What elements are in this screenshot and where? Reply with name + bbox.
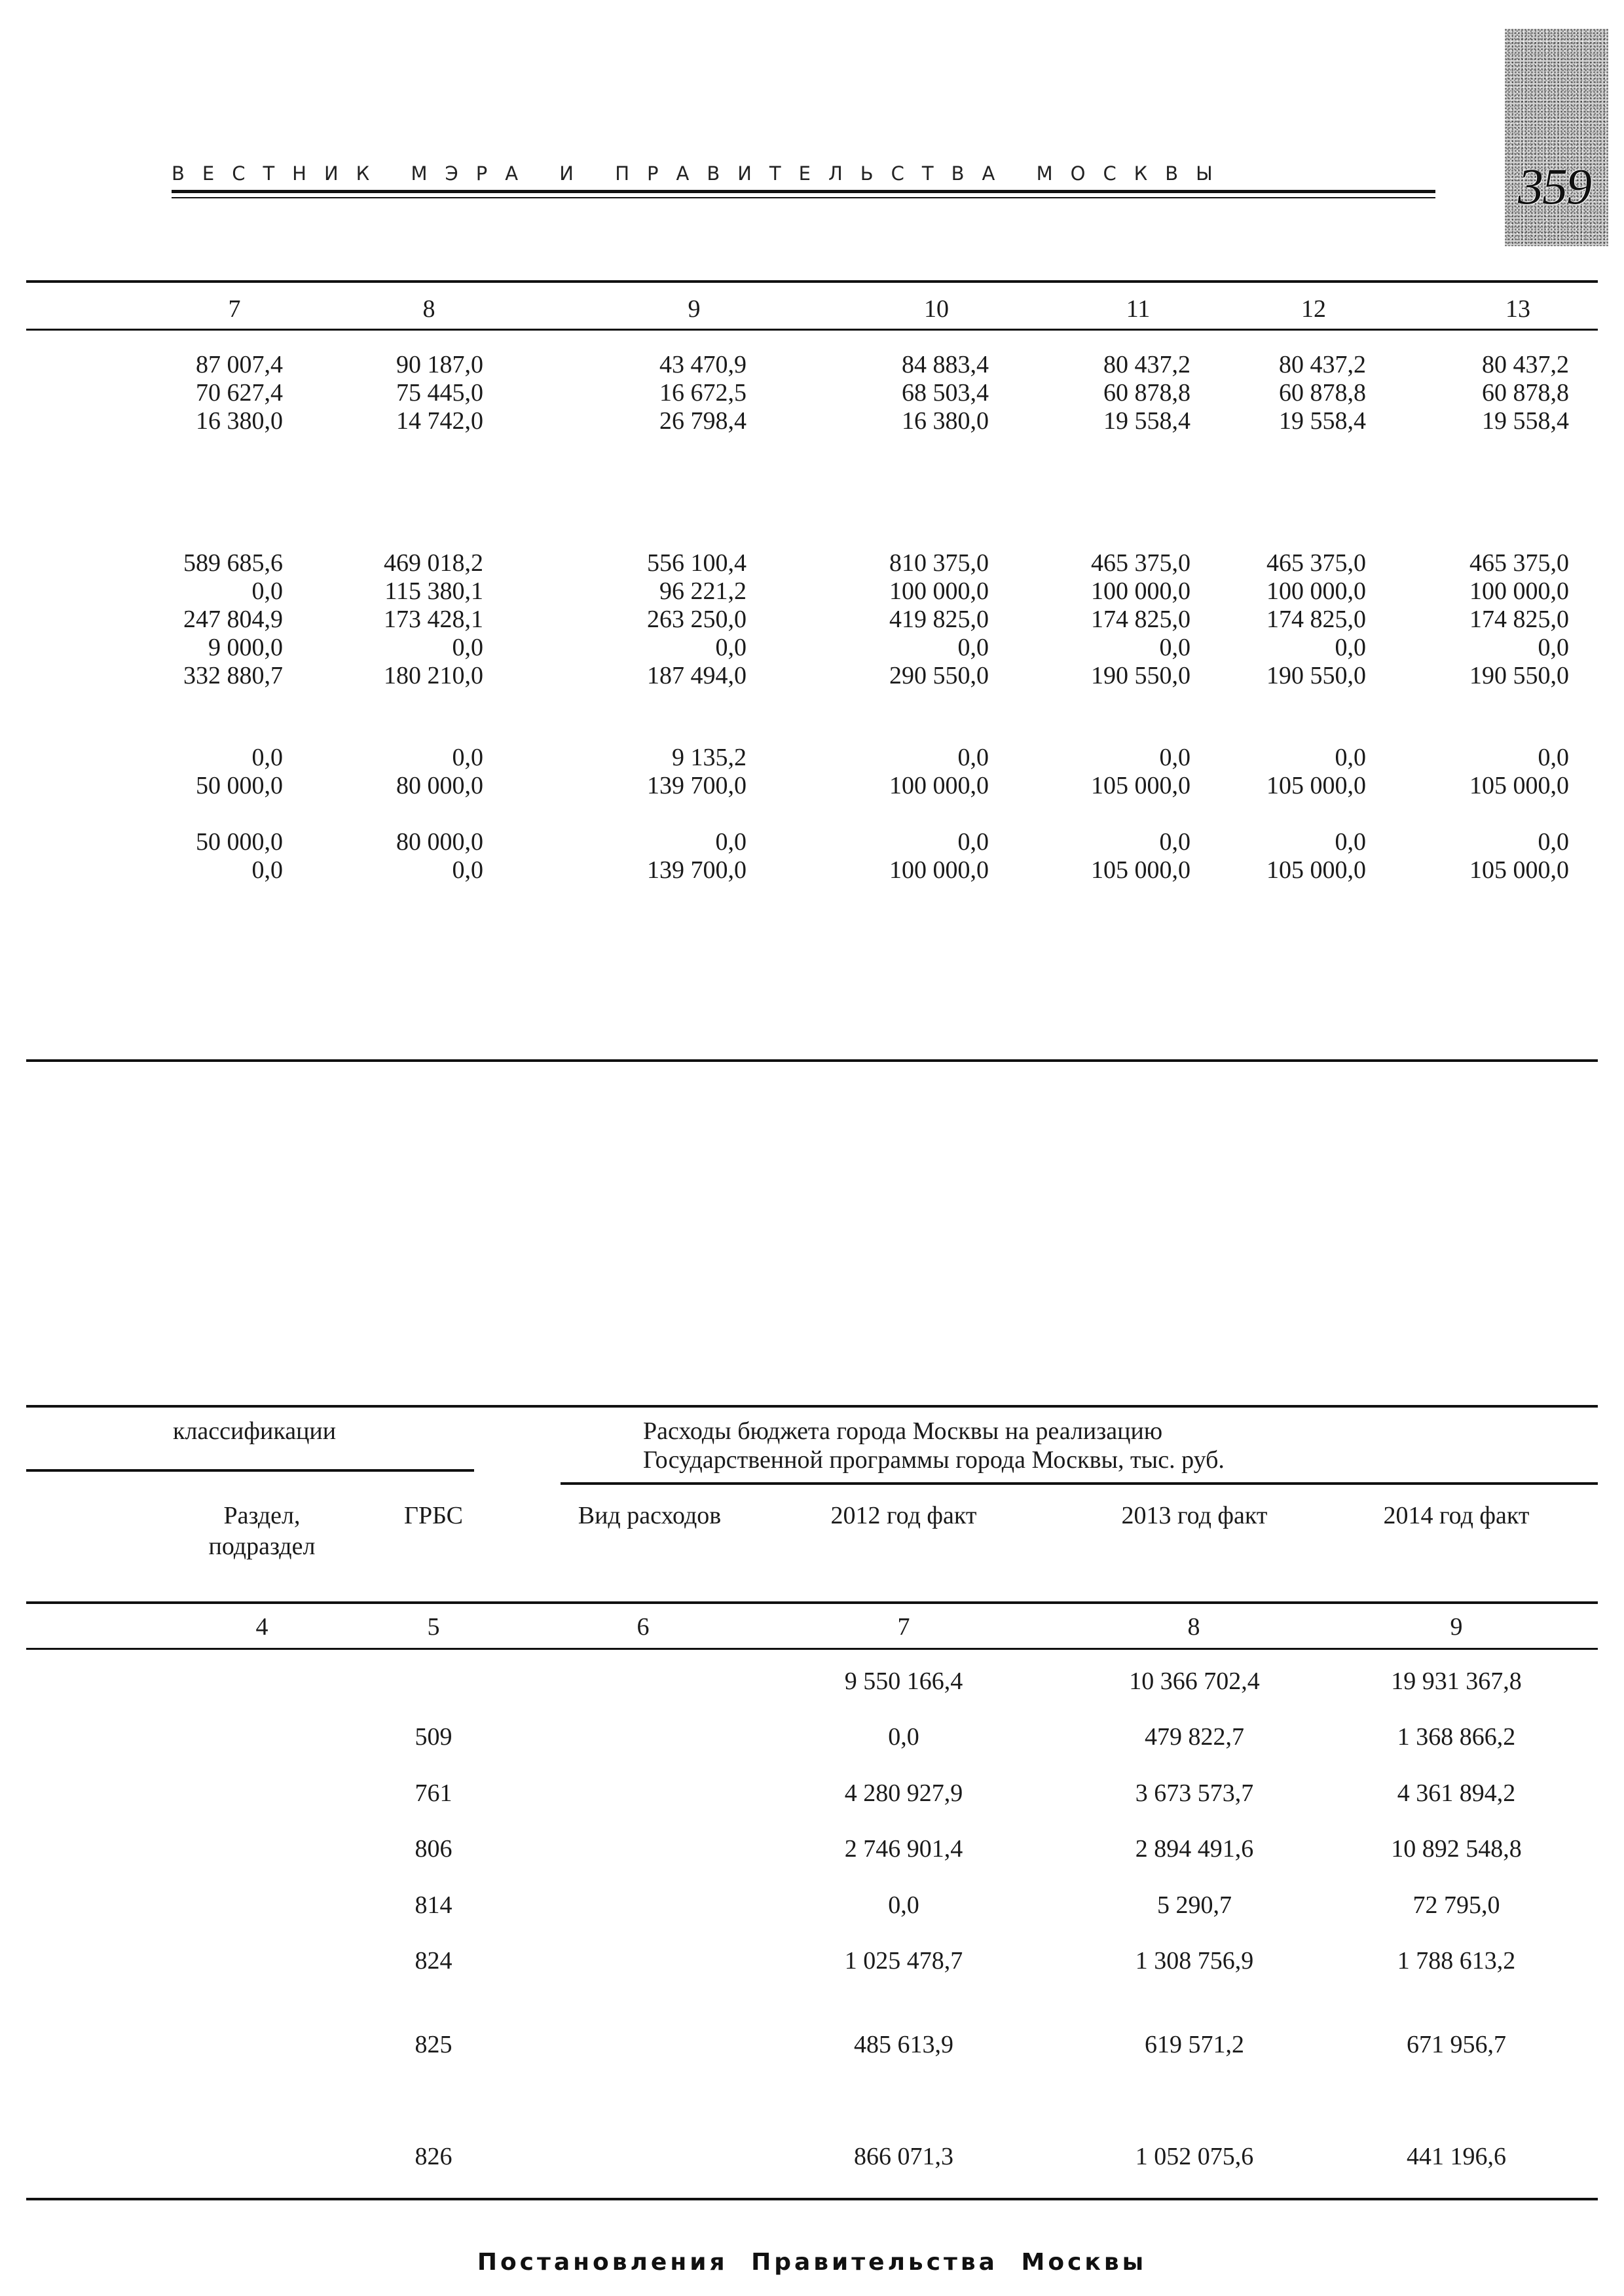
- upper-table-cell: 100 000,0: [889, 772, 989, 799]
- upper-table-cell: 105 000,0: [1266, 772, 1366, 799]
- upper-table-cell: 19 558,4: [1103, 407, 1190, 435]
- upper-table-cell: 16 672,5: [659, 379, 747, 407]
- page-number: 359: [1518, 158, 1591, 215]
- value-2013: 619 571,2: [1145, 2031, 1244, 2058]
- upper-table-cell: 0,0: [957, 634, 989, 661]
- upper-table-cell: 0,0: [251, 744, 283, 771]
- upper-table-cell: 60 878,8: [1103, 379, 1190, 407]
- upper-table-cell: 0,0: [1159, 634, 1190, 661]
- grbs-code: 509: [415, 1723, 452, 1751]
- section-footer: Постановления Правительства Москвы: [477, 2249, 1147, 2276]
- upper-table-cell: 105 000,0: [1469, 772, 1569, 799]
- value-2014: 4 361 894,2: [1397, 1779, 1516, 1807]
- expenses-header-line1: Расходы бюджета города Москвы на реализацию: [643, 1417, 1163, 1445]
- upper-table-cell: 105 000,0: [1091, 772, 1190, 799]
- value-2013: 479 822,7: [1145, 1723, 1244, 1751]
- upper-table-cell: 190 550,0: [1091, 662, 1190, 689]
- upper-table-cell: 263 250,0: [647, 606, 747, 633]
- value-2014: 19 931 367,8: [1391, 1667, 1522, 1695]
- upper-table-cell: 0,0: [715, 828, 747, 856]
- value-2012: 9 550 166,4: [844, 1667, 963, 1695]
- value-2012: 485 613,9: [854, 2031, 953, 2058]
- upper-table-cell: 139 700,0: [647, 772, 747, 799]
- upper-table-cell: 0,0: [1335, 744, 1366, 771]
- upper-table-cell: 174 825,0: [1266, 606, 1366, 633]
- upper-table-cell: 60 878,8: [1279, 379, 1366, 407]
- value-2013: 1 308 756,9: [1135, 1947, 1254, 1975]
- upper-column-number: 7: [228, 295, 241, 323]
- upper-column-number: 11: [1126, 295, 1151, 323]
- upper-table-cell: 75 445,0: [396, 379, 483, 407]
- upper-table-cell: 43 470,9: [659, 351, 747, 378]
- upper-table-cell: 115 380,1: [384, 577, 483, 605]
- grbs-code: 806: [415, 1835, 452, 1863]
- grbs-code: 825: [415, 2031, 452, 2058]
- value-2014: 441 196,6: [1407, 2143, 1506, 2170]
- grbs-code: 824: [415, 1947, 452, 1975]
- lower-column-number: 7: [897, 1613, 910, 1641]
- value-2012: 0,0: [888, 1891, 919, 1919]
- upper-table-cell: 19 558,4: [1279, 407, 1366, 435]
- value-2012: 866 071,3: [854, 2143, 953, 2170]
- upper-table-cell: 80 000,0: [396, 828, 483, 856]
- value-2012: 1 025 478,7: [844, 1947, 963, 1975]
- upper-table-cell: 190 550,0: [1469, 662, 1569, 689]
- upper-table-cell: 0,0: [957, 828, 989, 856]
- lower-colnum-top-rule: [26, 1601, 1598, 1604]
- upper-table-cell: 87 007,4: [196, 351, 283, 378]
- lower-column-number: 8: [1187, 1613, 1200, 1641]
- col-grbs-header: ГРБС: [403, 1502, 463, 1529]
- upper-table-cell: 80 437,2: [1103, 351, 1190, 378]
- upper-table-cell: 9 000,0: [208, 634, 283, 661]
- col-section-line2: подраздел: [208, 1533, 316, 1560]
- upper-table-cell: 0,0: [452, 856, 483, 884]
- value-2014: 671 956,7: [1407, 2031, 1506, 2058]
- upper-table-cell: 68 503,4: [902, 379, 989, 407]
- value-2013: 1 052 075,6: [1135, 2143, 1254, 2170]
- col-2013-header: 2013 год факт: [1121, 1502, 1268, 1529]
- upper-table-cell: 0,0: [1538, 828, 1569, 856]
- classification-rule: [26, 1469, 474, 1472]
- upper-column-number: 9: [688, 295, 701, 323]
- value-2012: 2 746 901,4: [844, 1835, 963, 1863]
- grbs-code: 814: [415, 1891, 452, 1919]
- lower-colnum-bottom-rule: [26, 1648, 1598, 1650]
- classification-header: классификации: [173, 1417, 337, 1445]
- value-2014: 72 795,0: [1412, 1891, 1500, 1919]
- upper-table-top-rule: [26, 280, 1598, 283]
- value-2013: 3 673 573,7: [1135, 1779, 1254, 1807]
- lower-table-top-rule: [26, 1405, 1598, 1408]
- upper-table-cell: 100 000,0: [889, 577, 989, 605]
- upper-table-cell: 0,0: [1538, 744, 1569, 771]
- col-expense-type-header: Вид расходов: [578, 1502, 722, 1529]
- upper-table-cell: 100 000,0: [1469, 577, 1569, 605]
- lower-column-number: 6: [637, 1613, 650, 1641]
- value-2013: 5 290,7: [1157, 1891, 1232, 1919]
- upper-column-number: 13: [1505, 295, 1530, 323]
- upper-table-cell: 50 000,0: [196, 828, 283, 856]
- journal-title: ВЕСТНИК МЭРА И ПРАВИТЕЛЬСТВА МОСКВЫ: [172, 162, 1230, 185]
- upper-table-cell: 0,0: [251, 856, 283, 884]
- upper-table-cell: 14 742,0: [396, 407, 483, 435]
- upper-table-cell: 16 380,0: [902, 407, 989, 435]
- upper-colnum-rule: [26, 329, 1598, 331]
- upper-table-cell: 105 000,0: [1266, 856, 1366, 884]
- upper-table-cell: 174 825,0: [1469, 606, 1569, 633]
- lower-table-bottom-rule: [26, 2198, 1598, 2200]
- upper-table-cell: 60 878,8: [1482, 379, 1569, 407]
- col-2014-header: 2014 год факт: [1383, 1502, 1530, 1529]
- value-2012: 4 280 927,9: [844, 1779, 963, 1807]
- upper-table-bottom-rule: [26, 1059, 1598, 1062]
- value-2014: 1 788 613,2: [1397, 1947, 1516, 1975]
- upper-table-cell: 96 221,2: [659, 577, 747, 605]
- upper-table-cell: 0,0: [715, 634, 747, 661]
- upper-table-cell: 80 000,0: [396, 772, 483, 799]
- upper-column-number: 8: [422, 295, 435, 323]
- upper-column-number: 12: [1301, 295, 1326, 323]
- upper-table-cell: 419 825,0: [889, 606, 989, 633]
- upper-table-cell: 180 210,0: [384, 662, 483, 689]
- upper-table-cell: 290 550,0: [889, 662, 989, 689]
- upper-column-number: 10: [924, 295, 949, 323]
- upper-table-cell: 26 798,4: [659, 407, 747, 435]
- upper-table-cell: 247 804,9: [183, 606, 283, 633]
- value-2013: 10 366 702,4: [1129, 1667, 1260, 1695]
- col-section-line1: Раздел,: [223, 1502, 301, 1529]
- expenses-rule: [561, 1482, 1598, 1485]
- value-2014: 1 368 866,2: [1397, 1723, 1516, 1751]
- value-2013: 2 894 491,6: [1135, 1835, 1254, 1863]
- upper-table-cell: 465 375,0: [1091, 549, 1190, 577]
- header-rule-thin: [172, 197, 1435, 198]
- upper-table-cell: 16 380,0: [196, 407, 283, 435]
- upper-table-cell: 173 428,1: [384, 606, 483, 633]
- upper-table-cell: 0,0: [1159, 828, 1190, 856]
- upper-table-cell: 469 018,2: [384, 549, 483, 577]
- upper-table-cell: 9 135,2: [672, 744, 747, 771]
- upper-table-cell: 80 437,2: [1482, 351, 1569, 378]
- upper-table-cell: 0,0: [251, 577, 283, 605]
- upper-table-cell: 70 627,4: [196, 379, 283, 407]
- upper-table-cell: 465 375,0: [1266, 549, 1366, 577]
- upper-table-cell: 139 700,0: [647, 856, 747, 884]
- upper-table-cell: 0,0: [1335, 634, 1366, 661]
- upper-table-cell: 100 000,0: [1266, 577, 1366, 605]
- header-rule: [172, 190, 1435, 193]
- lower-column-number: 9: [1450, 1613, 1463, 1641]
- upper-table-cell: 19 558,4: [1482, 407, 1569, 435]
- lower-column-number: 4: [255, 1613, 268, 1641]
- upper-table-cell: 187 494,0: [647, 662, 747, 689]
- upper-table-cell: 589 685,6: [183, 549, 283, 577]
- upper-table-cell: 0,0: [1538, 634, 1569, 661]
- upper-table-cell: 174 825,0: [1091, 606, 1190, 633]
- upper-table-cell: 100 000,0: [889, 856, 989, 884]
- grbs-code: 761: [415, 1779, 452, 1807]
- grbs-code: 826: [415, 2143, 452, 2170]
- col-2012-header: 2012 год факт: [830, 1502, 977, 1529]
- upper-table-cell: 100 000,0: [1091, 577, 1190, 605]
- upper-table-cell: 105 000,0: [1091, 856, 1190, 884]
- upper-table-cell: 190 550,0: [1266, 662, 1366, 689]
- upper-table-cell: 0,0: [1159, 744, 1190, 771]
- upper-table-cell: 465 375,0: [1469, 549, 1569, 577]
- expenses-header-line2: Государственной программы города Москвы, тыс. руб.: [643, 1446, 1225, 1474]
- upper-table-cell: 332 880,7: [183, 662, 283, 689]
- upper-table-cell: 80 437,2: [1279, 351, 1366, 378]
- upper-table-cell: 105 000,0: [1469, 856, 1569, 884]
- lower-column-number: 5: [427, 1613, 440, 1641]
- upper-table-cell: 0,0: [957, 744, 989, 771]
- upper-table-cell: 0,0: [452, 634, 483, 661]
- upper-table-cell: 84 883,4: [902, 351, 989, 378]
- col-section-header: [196, 1501, 327, 1562]
- upper-table-cell: 0,0: [1335, 828, 1366, 856]
- upper-table-cell: 0,0: [452, 744, 483, 771]
- value-2014: 10 892 548,8: [1391, 1835, 1522, 1863]
- upper-table-cell: 810 375,0: [889, 549, 989, 577]
- value-2012: 0,0: [888, 1723, 919, 1751]
- upper-table-cell: 50 000,0: [196, 772, 283, 799]
- upper-table-cell: 556 100,4: [647, 549, 747, 577]
- upper-table-cell: 90 187,0: [396, 351, 483, 378]
